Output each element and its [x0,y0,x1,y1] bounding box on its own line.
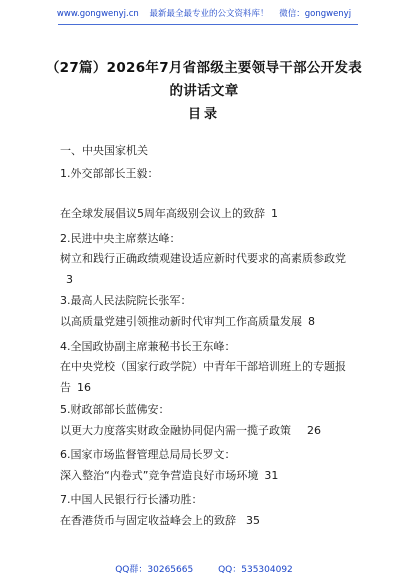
toc-entry-title: 以更大力度落实财政金融协同促内需一揽子政策 [60,424,291,437]
header-divider [58,24,358,25]
toc-entry-head-7: 7.中国人民银行行长潘功胜： [60,493,203,506]
toc-entry-title: 以高质量党建引领推动新时代审判工作高质量发展 [60,315,302,328]
toc-page-number: 31 [264,469,279,482]
toc-entry-2[interactable] [60,248,350,290]
header-promo: 最新最全最专业的公文资料库！ [149,9,269,19]
toc-entry-head-2: 2.民进中央主席蔡达峰： [60,232,181,245]
toc-entry-title: 在中央党校（国家行政学院）中青年干部培训班上的专题报告 [60,360,346,394]
page-footer [0,562,408,575]
toc-section-heading: 一、中央国家机关 [60,144,148,157]
toc-entry-head-1: 1.外交部部长王毅： [60,167,159,180]
toc-page-number: 35 [246,514,260,527]
toc-entry-4[interactable] [60,356,350,398]
toc-entry-1[interactable] [60,207,360,221]
toc-entry-title: 在全球发展倡议5周年高级别会议上的致辞 [60,207,265,220]
header-url[interactable]: www.gongwenyj.cn [56,9,139,19]
toc-entry-head-6: 6.国家市场监督管理总局局长罗文： [60,448,236,461]
toc-entry-6[interactable] [60,469,360,483]
footer-qq: QQ：535304092 [218,565,293,575]
toc-page-number: 26 [307,424,321,437]
toc-entry-head-3: 3.最高人民法院院长张军： [60,294,192,307]
toc-page-number: 16 [77,381,91,394]
toc-heading: 目录 [187,107,220,122]
document-title-line1: （27篇）2026年7月省部级主要领导干部公开发表 [45,60,363,76]
document-title-line2: 的讲话文章 [169,83,239,99]
toc-entry-head-5: 5.财政部部长蓝佛安： [60,403,170,416]
toc-entry-title: 树立和践行正确政绩观建设适应新时代要求的高素质参政党 [60,252,346,265]
toc-entry-7[interactable] [60,514,360,528]
toc-page-number: 1 [271,207,278,220]
toc-page-number: 3 [66,273,73,286]
toc-entry-5[interactable] [60,424,360,438]
header-wechat: 微信：gongwenyj [279,9,352,19]
toc-entry-title: 深入整治“内卷式”竞争营造良好市场环境 [60,469,259,482]
toc-entry-3[interactable] [60,315,360,329]
toc-entry-head-4: 4.全国政协副主席兼秘书长王东峰： [60,340,236,353]
toc-page-number: 8 [308,315,315,328]
toc-entry-title: 在香港货币与固定收益峰会上的致辞 [60,514,236,527]
footer-qq-group: QQ群：30265665 [115,565,194,575]
page-header [0,9,408,20]
